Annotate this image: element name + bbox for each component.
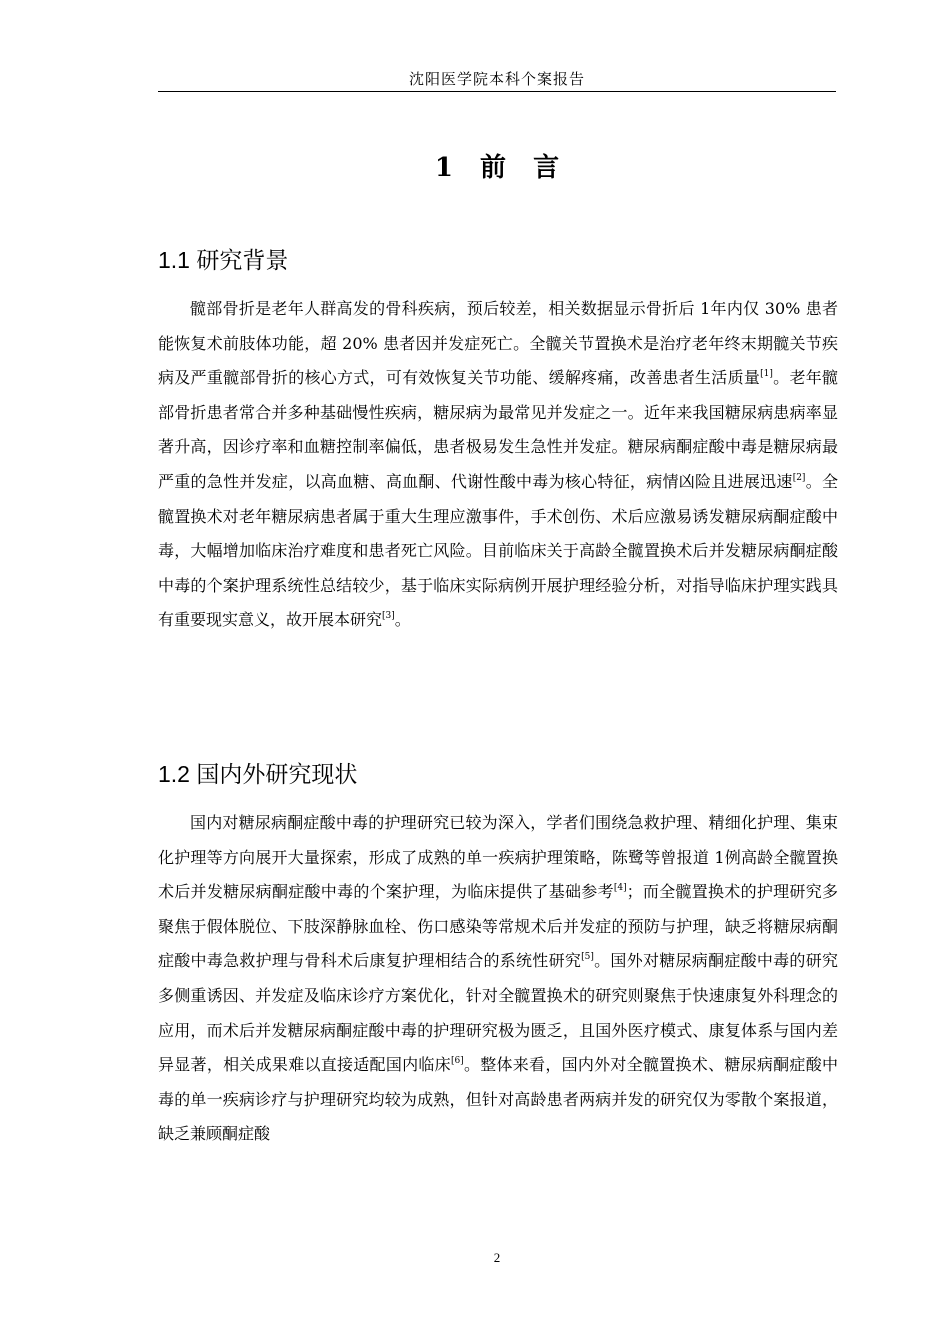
- citation-ref[interactable]: [1]: [760, 369, 773, 380]
- paragraph-text: 。老年髋部骨折患者常合并多种基础慢性疾病，糖尿病为最常见并发症之一。近年来我国糖尿病患病率显著升高，因诊疗率和血糖控制率偏低，患者极易发生急性并发症。糖尿病酮症酸中毒是糖尿病最严重的急性并发症，以高血糖、高血酮、代谢性酸中毒为核心特征，病情凶险且进展迅速: [158, 368, 838, 491]
- paragraph-text: 。: [394, 610, 411, 630]
- section-heading-research-status: 1.2 国内外研究现状: [158, 761, 358, 787]
- paragraph-text: ；而全髋置换术的护理研究多聚焦于假体脱位、下肢深静脉血栓、伤口感染等常规术后并发症的预防与护理，缺乏将糖尿病酮症酸中毒急救护理与骨科术后康复护理相结合的系统性研究: [158, 882, 838, 971]
- running-header: 沈阳医学院本科个案报告: [408, 70, 585, 88]
- citation-ref[interactable]: [5]: [581, 952, 594, 963]
- page-number: 2: [493, 1250, 501, 1265]
- citation-ref[interactable]: [4]: [613, 883, 627, 894]
- citation-ref[interactable]: [6]: [450, 1056, 464, 1067]
- paragraph-text: 。整体来看，国内外对全髋置换术、糖尿病酮症酸中毒的单一疾病诊疗与护理研究均较为成熟，但针对高龄患者两病并发的研究仅为零散个案报道，缺乏兼顾酮症酸: [158, 1055, 838, 1144]
- paragraph-text: 。国外对糖尿病酮症酸中毒的研究多侧重诱因、并发症及临床诊疗方案优化，针对全髋置换术的研究则聚焦于快速康复外科理念的应用，而术后并发糖尿病酮症酸中毒的护理研究极为匮乏，且国外医疗模式、康复体系与国内差异显著，相关成果难以直接适配国内临床: [158, 951, 838, 1075]
- citation-ref[interactable]: [2]: [792, 472, 806, 483]
- paragraph-background: [158, 292, 838, 638]
- section-heading-background: 1.1 研究背景: [158, 247, 289, 273]
- header-divider: [158, 91, 836, 92]
- paragraph-text: 国内对糖尿病酮症酸中毒的护理研究已较为深入，学者们围绕急救护理、精细化护理、集束化护理等方向展开大量探索，形成了成熟的单一疾病护理策略，陈鹭等曾报道 1例高龄全髋置换术后并发糖尿病酮症酸中毒的个案护理，为临床提供了基础参考: [158, 813, 838, 902]
- paragraph-text: 髋部骨折是老年人群高发的骨科疾病，预后较差，相关数据显示骨折后 1年内仅 30% 患者能恢复术前肢体功能，超 20% 患者因并发症死亡。全髋关节置换术是治疗老年终末期髋关节疾病及严重髋部骨折的核心方式，可有效恢复关节功能、缓解疼痛，改善患者生活质量: [158, 299, 838, 388]
- chapter-title: 1 前 言: [434, 153, 560, 183]
- paragraph-text: 。全髋置换术对老年糖尿病患者属于重大生理应激事件，手术创伤、术后应激易诱发糖尿病酮症酸中毒，大幅增加临床治疗难度和患者死亡风险。目前临床关于高龄全髋置换术后并发糖尿病酮症酸中毒的个案护理系统性总结较少，基于临床实际病例开展护理经验分析，对指导临床护理实践具有重要现实意义，故开展本研究: [158, 471, 838, 630]
- paragraph-research-status: [158, 806, 838, 1152]
- citation-ref[interactable]: [3]: [382, 611, 395, 622]
